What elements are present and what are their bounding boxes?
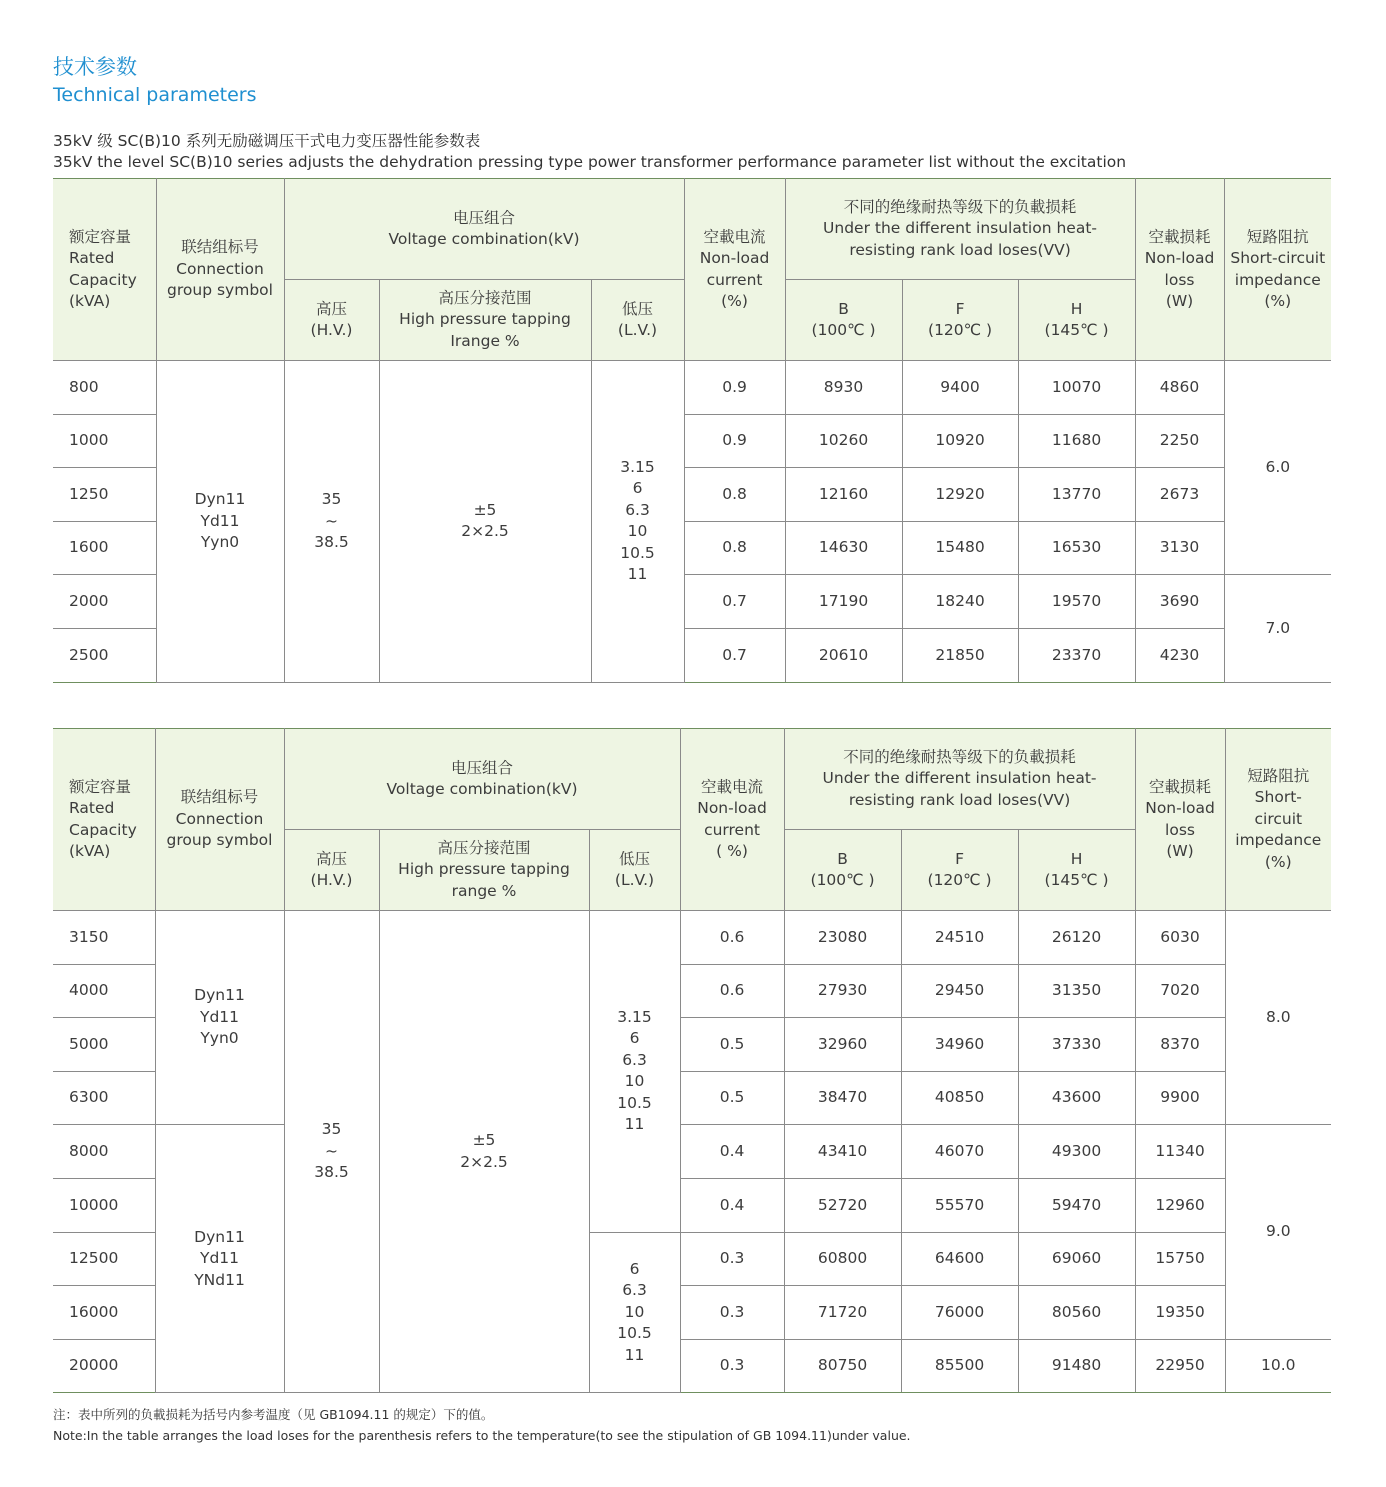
header-voltage-combination: 电压组合 Voltage combination(kV)	[284, 729, 680, 830]
capacity-cell: 1000	[53, 414, 156, 468]
capacity-cell: 1250	[53, 468, 156, 522]
noload-loss-cell: 19350	[1135, 1286, 1225, 1340]
header-lv: 低压 (L.V.)	[591, 280, 684, 361]
noload-current-cell: 0.6	[680, 964, 784, 1018]
load-loss-h-cell: 80560	[1018, 1286, 1135, 1340]
load-loss-f-cell: 34960	[901, 1018, 1018, 1072]
impedance-cell: 8.0	[1225, 911, 1331, 1125]
table-subtitle	[53, 131, 1126, 173]
header-connection-group: 联结组标号 Connection group symbol	[155, 729, 284, 911]
noload-current-cell: 0.7	[684, 575, 785, 629]
capacity-cell: 2000	[53, 575, 156, 629]
load-loss-b-cell: 14630	[785, 521, 902, 575]
load-loss-b-cell: 71720	[784, 1286, 901, 1340]
tapping-cell: ±5 2×2.5	[379, 911, 589, 1393]
header-class-h: H (145℃ )	[1018, 830, 1135, 911]
load-loss-f-cell: 9400	[902, 361, 1018, 415]
load-loss-f-cell: 10920	[902, 414, 1018, 468]
capacity-cell: 16000	[53, 1286, 155, 1340]
noload-current-cell: 0.3	[680, 1232, 784, 1286]
load-loss-h-cell: 16530	[1018, 521, 1135, 575]
table-row	[53, 911, 1331, 965]
load-loss-f-cell: 85500	[901, 1339, 1018, 1393]
load-loss-h-cell: 37330	[1018, 1018, 1135, 1072]
header-class-f: F (120℃ )	[902, 280, 1018, 361]
load-loss-h-cell: 49300	[1018, 1125, 1135, 1179]
noload-loss-cell: 22950	[1135, 1339, 1225, 1393]
load-loss-b-cell: 38470	[784, 1071, 901, 1125]
header-hv-tapping: 高压分接范围 High pressure tapping range %	[379, 830, 589, 911]
noload-loss-cell: 4230	[1135, 628, 1224, 682]
noload-current-cell: 0.9	[684, 414, 785, 468]
capacity-cell: 3150	[53, 911, 155, 965]
heading-zh: 技术参数	[53, 55, 137, 79]
noload-loss-cell: 15750	[1135, 1232, 1225, 1286]
noload-loss-cell: 12960	[1135, 1178, 1225, 1232]
header-load-loss: 不同的绝缘耐热等级下的负載损耗 Under the different insulation heat- resisting rank load loses(VV)	[784, 729, 1135, 830]
noload-current-cell: 0.8	[684, 521, 785, 575]
load-loss-h-cell: 10070	[1018, 361, 1135, 415]
header-hv-tapping: 高压分接范围 High pressure tapping Irange %	[379, 280, 591, 361]
noload-loss-cell: 6030	[1135, 911, 1225, 965]
header-noload-loss: 空載损耗 Non-load loss (W)	[1135, 179, 1224, 361]
capacity-cell: 4000	[53, 964, 155, 1018]
load-loss-f-cell: 46070	[901, 1125, 1018, 1179]
parameter-table-1	[53, 178, 1331, 683]
footnote-en: Note:In the table arranges the load loses for the parenthesis refers to the temperature(to see the stipulation of GB 1094.11)under value.	[53, 1428, 911, 1443]
noload-loss-cell: 3690	[1135, 575, 1224, 629]
noload-current-cell: 0.5	[680, 1018, 784, 1072]
parameter-table-2	[53, 728, 1331, 1393]
noload-current-cell: 0.4	[680, 1125, 784, 1179]
noload-loss-cell: 9900	[1135, 1071, 1225, 1125]
table-row	[53, 361, 1331, 415]
noload-current-cell: 0.3	[680, 1286, 784, 1340]
header-voltage-combination: 电压组合 Voltage combination(kV)	[284, 179, 684, 280]
noload-current-cell: 0.8	[684, 468, 785, 522]
load-loss-b-cell: 23080	[784, 911, 901, 965]
header-class-f: F (120℃ )	[901, 830, 1018, 911]
capacity-cell: 1600	[53, 521, 156, 575]
load-loss-f-cell: 21850	[902, 628, 1018, 682]
capacity-cell: 6300	[53, 1071, 155, 1125]
load-loss-b-cell: 60800	[784, 1232, 901, 1286]
section-heading	[53, 54, 257, 109]
load-loss-h-cell: 11680	[1018, 414, 1135, 468]
load-loss-f-cell: 18240	[902, 575, 1018, 629]
header-noload-loss: 空載损耗 Non-load loss (W)	[1135, 729, 1225, 911]
header-class-h: H (145℃ )	[1018, 280, 1135, 361]
header-lv: 低压 (L.V.)	[589, 830, 680, 911]
load-loss-h-cell: 31350	[1018, 964, 1135, 1018]
noload-loss-cell: 2673	[1135, 468, 1224, 522]
noload-current-cell: 0.4	[680, 1178, 784, 1232]
impedance-cell: 6.0	[1224, 361, 1331, 575]
load-loss-b-cell: 12160	[785, 468, 902, 522]
connection-group-cell: Dyn11 Yd11 Yyn0	[156, 361, 284, 683]
load-loss-b-cell: 17190	[785, 575, 902, 629]
header-rated-capacity: 额定容量 Rated Capacity (kVA)	[53, 729, 155, 911]
capacity-cell: 800	[53, 361, 156, 415]
load-loss-f-cell: 12920	[902, 468, 1018, 522]
noload-current-cell: 0.9	[684, 361, 785, 415]
header-connection-group: 联结组标号 Connection group symbol	[156, 179, 284, 361]
noload-current-cell: 0.7	[684, 628, 785, 682]
header-noload-current: 空載电流 Non-load current ( %)	[680, 729, 784, 911]
load-loss-b-cell: 43410	[784, 1125, 901, 1179]
load-loss-h-cell: 91480	[1018, 1339, 1135, 1393]
capacity-cell: 10000	[53, 1178, 155, 1232]
load-loss-b-cell: 80750	[784, 1339, 901, 1393]
capacity-cell: 2500	[53, 628, 156, 682]
load-loss-f-cell: 29450	[901, 964, 1018, 1018]
noload-loss-cell: 7020	[1135, 964, 1225, 1018]
lv-cell: 6 6.3 10 10.5 11	[589, 1232, 680, 1393]
connection-group-cell: Dyn11 Yd11 Yyn0	[155, 911, 284, 1125]
header-class-b: B (100℃ )	[784, 830, 901, 911]
impedance-cell: 10.0	[1225, 1339, 1331, 1393]
noload-loss-cell: 2250	[1135, 414, 1224, 468]
capacity-cell: 20000	[53, 1339, 155, 1393]
load-loss-b-cell: 20610	[785, 628, 902, 682]
header-rated-capacity: 额定容量 Rated Capacity (kVA)	[53, 179, 156, 361]
header-hv: 高压 (H.V.)	[284, 830, 379, 911]
hv-cell: 35 ~ 38.5	[284, 911, 379, 1393]
footnote-zh: 注：表中所列的负載损耗为括号内参考温度（见 GB1094.11 的规定）下的值。	[53, 1407, 494, 1422]
load-loss-f-cell: 64600	[901, 1232, 1018, 1286]
noload-loss-cell: 3130	[1135, 521, 1224, 575]
load-loss-h-cell: 23370	[1018, 628, 1135, 682]
load-loss-h-cell: 69060	[1018, 1232, 1135, 1286]
header-impedance: 短路阻抗 Short- circuit impedance (%)	[1225, 729, 1331, 911]
table-row	[53, 1125, 1331, 1179]
impedance-cell: 7.0	[1224, 575, 1331, 682]
tapping-cell: ±5 2×2.5	[379, 361, 591, 683]
lv-cell: 3.15 6 6.3 10 10.5 11	[589, 911, 680, 1233]
load-loss-h-cell: 19570	[1018, 575, 1135, 629]
lv-cell: 3.15 6 6.3 10 10.5 11	[591, 361, 684, 683]
noload-loss-cell: 4860	[1135, 361, 1224, 415]
noload-current-cell: 0.3	[680, 1339, 784, 1393]
capacity-cell: 5000	[53, 1018, 155, 1072]
capacity-cell: 8000	[53, 1125, 155, 1179]
load-loss-f-cell: 55570	[901, 1178, 1018, 1232]
impedance-cell: 9.0	[1225, 1125, 1331, 1339]
noload-current-cell: 0.6	[680, 911, 784, 965]
noload-current-cell: 0.5	[680, 1071, 784, 1125]
header-hv: 高压 (H.V.)	[284, 280, 379, 361]
load-loss-h-cell: 26120	[1018, 911, 1135, 965]
connection-group-cell: Dyn11 Yd11 YNd11	[155, 1125, 284, 1393]
heading-en: Technical parameters	[53, 84, 257, 106]
load-loss-f-cell: 76000	[901, 1286, 1018, 1340]
load-loss-h-cell: 43600	[1018, 1071, 1135, 1125]
header-noload-current: 空載电流 Non-load current (%)	[684, 179, 785, 361]
header-class-b: B (100℃ )	[785, 280, 902, 361]
load-loss-b-cell: 52720	[784, 1178, 901, 1232]
load-loss-f-cell: 15480	[902, 521, 1018, 575]
header-impedance: 短路阻抗 Short-circuit impedance (%)	[1224, 179, 1331, 361]
hv-cell: 35 ~ 38.5	[284, 361, 379, 683]
load-loss-f-cell: 24510	[901, 911, 1018, 965]
footnote	[53, 1404, 911, 1446]
load-loss-h-cell: 13770	[1018, 468, 1135, 522]
noload-loss-cell: 8370	[1135, 1018, 1225, 1072]
capacity-cell: 12500	[53, 1232, 155, 1286]
header-load-loss: 不同的绝缘耐热等级下的负載损耗 Under the different insulation heat- resisting rank load loses(VV)	[785, 179, 1135, 280]
subtitle-en: 35kV the level SC(B)10 series adjusts the dehydration pressing type power transformer performance parameter list without the excitation	[53, 153, 1127, 171]
load-loss-b-cell: 8930	[785, 361, 902, 415]
load-loss-b-cell: 32960	[784, 1018, 901, 1072]
load-loss-b-cell: 27930	[784, 964, 901, 1018]
noload-loss-cell: 11340	[1135, 1125, 1225, 1179]
subtitle-zh: 35kV 级 SC(B)10 系列无励磁调压干式电力变压器性能参数表	[53, 132, 481, 150]
load-loss-f-cell: 40850	[901, 1071, 1018, 1125]
load-loss-b-cell: 10260	[785, 414, 902, 468]
load-loss-h-cell: 59470	[1018, 1178, 1135, 1232]
